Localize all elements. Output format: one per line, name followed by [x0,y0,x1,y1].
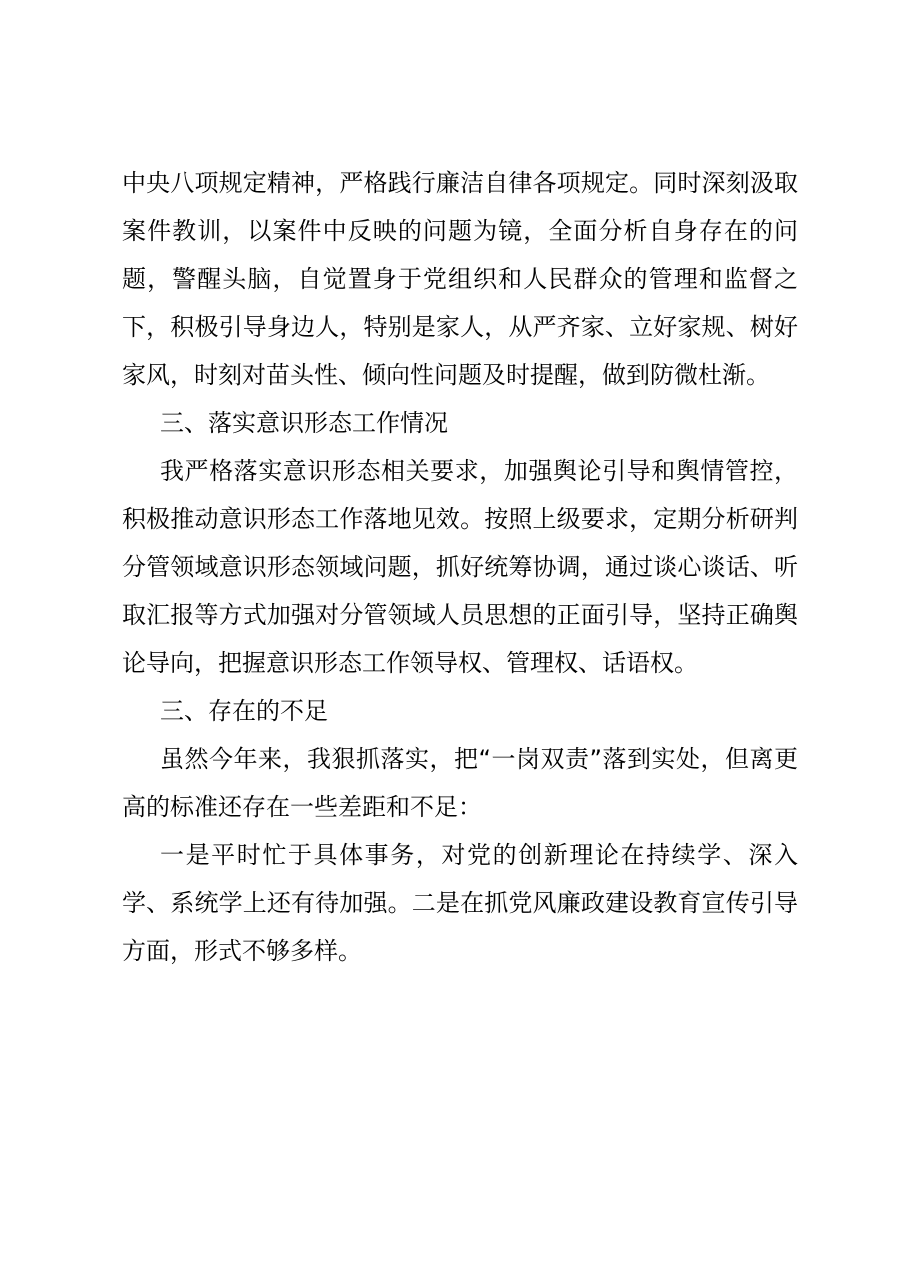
section-heading-shortcomings: 三、存在的不足 [160,697,328,725]
paragraph-shortcomings-list: 一是平时忙于具体事务，对党的创新理论在持续学、深入学、系统学上还有待加强。二是在抓党风廉政建设教育宣传引导方面，形式不够多样。 [122,841,798,965]
paragraph-shortcomings-intro: 虽然今年来，我狠抓落实，把“一岗双责”落到实处，但离更高的标准还存在一些差距和不足： [122,745,798,821]
paragraph-compliance-continued: 中央八项规定精神，严格践行廉洁自律各项规定。同时深刻汲取案件教训，以案件中反映的问题为镜，全面分析自身存在的问题，警醒头脑，自觉置身于党组织和人民群众的管理和监督之下，积极引导身边人，特别是家人，从严齐家、立好家规、树好家风，时刻对苗头性、倾向性问题及时提醒，做到防微杜渐。 [122,169,798,389]
paragraph-ideology: 我严格落实意识形态相关要求，加强舆论引导和舆情管控，积极推动意识形态工作落地见效。按照上级要求，定期分析研判分管领域意识形态领域问题，抓好统筹协调，通过谈心谈话、听取汇报等方式加强对分管领域人员思想的正面引导，坚持正确舆论导向，把握意识形态工作领导权、管理权、话语权。 [122,457,798,677]
section-heading-ideology: 三、落实意识形态工作情况 [160,409,448,437]
document-body [122,159,798,975]
